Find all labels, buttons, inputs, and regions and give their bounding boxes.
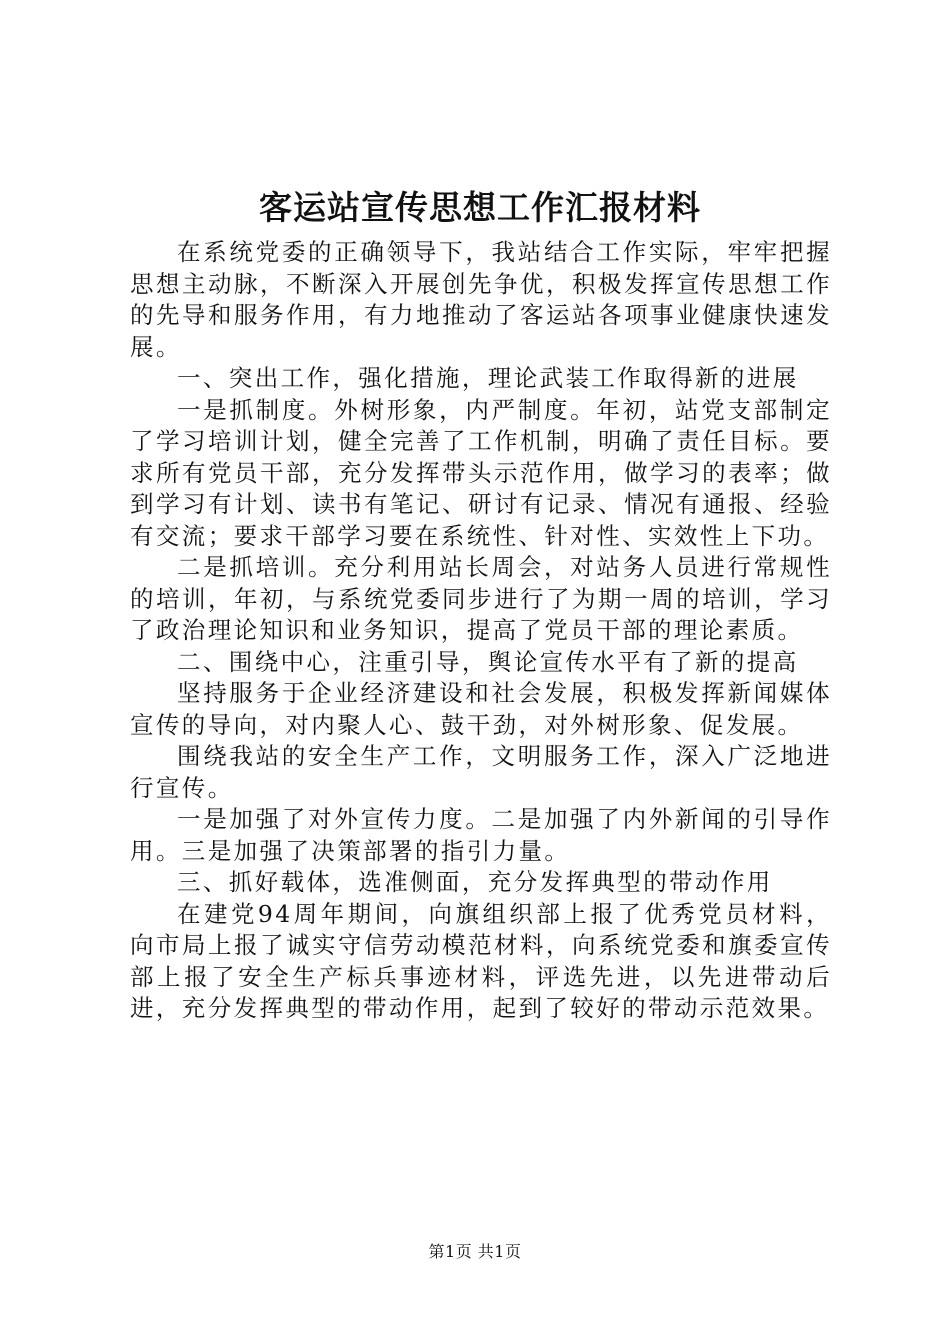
paragraph: 二是抓培训。充分利用站长周会，对站务人员进行常规性的培训，年初，与系统党委同步进行了为期一周的培训，学习了政治理论知识和业务知识，提高了党员干部的理论素质。	[130, 553, 832, 644]
paragraph: 坚持服务于企业经济建设和社会发展，积极发挥新闻媒体宣传的导向，对内聚人心、鼓干劲，对外树形象、促发展。	[130, 679, 832, 739]
paragraph: 在系统党委的正确领导下，我站结合工作实际，牢牢把握思想主动脉，不断深入开展创先争优，积极发挥宣传思想工作的先导和服务作用，有力地推动了客运站各项事业健康快速发展。	[130, 238, 832, 361]
paragraph: 在建党94周年期间，向旗组织部上报了优秀党员材料，向市局上报了诚实守信劳动模范材料，向系统党委和旗委宣传部上报了安全生产标兵事迹材料，评选先进，以先进带动后进，充分发挥典型的带动作用，起到了较好的带动示范效果。	[130, 899, 832, 1022]
section-heading: 三、抓好载体，选准侧面，充分发挥典型的带动作用	[177, 868, 773, 896]
page-footer: 第1页 共1页	[428, 1242, 522, 1261]
section-heading: 二、围绕中心，注重引导，舆论宣传水平有了新的提高	[177, 647, 799, 676]
page-title: 客运站宣传思想工作汇报材料	[259, 188, 701, 227]
document-body	[130, 237, 832, 1025]
paragraph: 一是抓制度。外树形象，内严制度。年初，站党支部制定了学习培训计划，健全完善了工作机制，明确了责任目标。要求所有党员干部，充分发挥带头示范作用，做学习的表率；做到学习有计划、读书有笔记、研讨有记录、情况有通报、经验有交流；要求干部学习要在系统性、针对性、实效性上下功。	[130, 395, 832, 550]
paragraph: 围绕我站的安全生产工作，文明服务工作，深入广泛地进行宣传。	[130, 742, 832, 802]
paragraph: 一是加强了对外宣传力度。二是加强了内外新闻的引导作用。三是加强了决策部署的指引力量。	[130, 805, 832, 865]
section-heading: 一、突出工作，强化措施，理论武装工作取得新的进展	[177, 364, 799, 392]
